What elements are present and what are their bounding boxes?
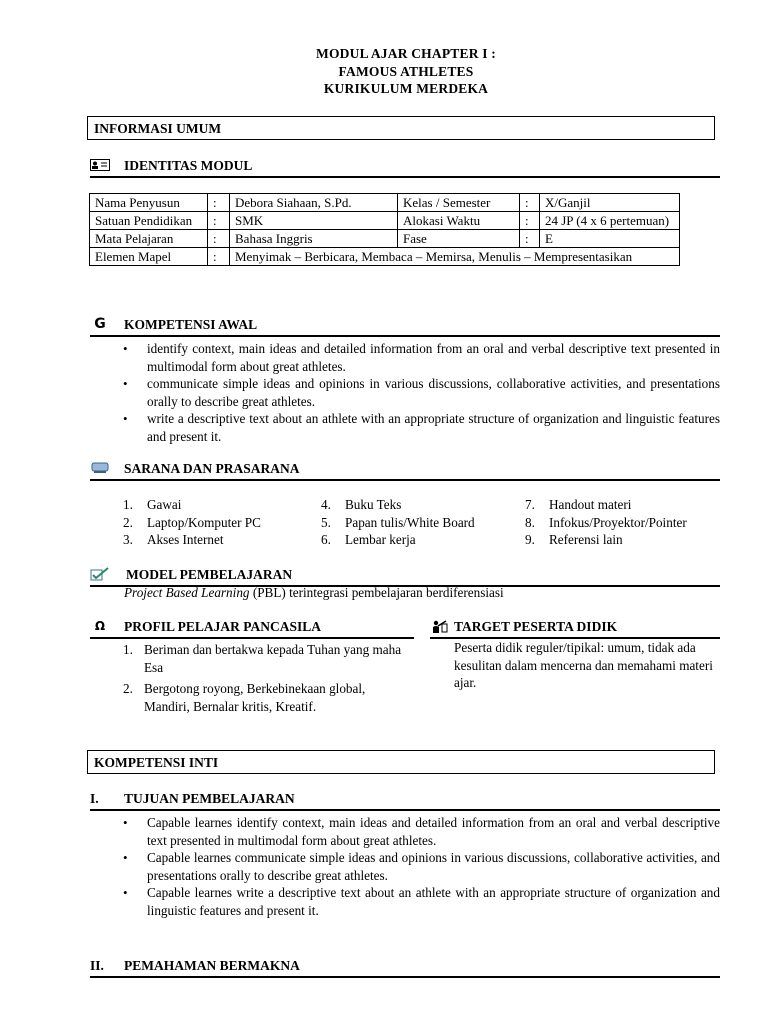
table-cell: Menyimak – Berbicara, Membaca – Memirsa, Menulis – Mempresentasikan — [230, 248, 680, 266]
tujuan-list — [123, 814, 720, 919]
list-item: • write a descriptive text about an athlete with an appropriate structure of organization and linguistic features and present it. — [123, 410, 720, 445]
table-cell: : — [520, 194, 540, 212]
pemahaman-number: II. — [90, 958, 104, 973]
table-cell: : — [520, 212, 540, 230]
table-cell: X/Ganjil — [540, 194, 680, 212]
id-card-icon — [90, 158, 110, 172]
table-cell: Alokasi Waktu — [398, 212, 520, 230]
table-row — [90, 212, 680, 230]
list-item: • communicate simple ideas and opinions in various discussions, collaborative activities, and presentations orally to describe great athletes. — [123, 375, 720, 410]
profil-list — [123, 641, 413, 715]
list-item: 3. Akses Internet — [123, 532, 224, 547]
list-item: 4. Buku Teks — [321, 497, 402, 512]
sarana-col-2 — [321, 496, 526, 549]
target-header — [430, 618, 720, 639]
table-cell: : — [208, 248, 230, 266]
tujuan-number: I. — [90, 791, 99, 806]
list-item: 6. Lembar kerja — [321, 532, 416, 547]
list-item: 8. Infokus/Proyektor/Pointer — [525, 514, 687, 530]
list-item: 2. Bergotong royong, Berkebinekaan global, Mandiri, Bernalar kritis, Kreatif. — [123, 681, 366, 714]
table-cell: : — [208, 230, 230, 248]
sarana-col-3 — [525, 496, 725, 549]
device-icon — [90, 461, 110, 475]
informasi-umum-header: INFORMASI UMUM — [87, 116, 715, 140]
model-italic-text: Project Based Learning — [124, 585, 250, 600]
g-logo-icon: G — [94, 316, 106, 332]
omega-icon: Ω — [94, 619, 106, 633]
table-cell: Kelas / Semester — [398, 194, 520, 212]
kompetensi-awal-header — [90, 314, 720, 337]
identitas-table — [89, 193, 680, 266]
sarana-col-1 — [123, 496, 323, 549]
list-item: 7. Handout materi — [525, 497, 632, 512]
list-item: • Capable learnes write a descriptive text about an athlete with an appropriate structure of organization and linguistic features and present it. — [123, 884, 720, 919]
table-cell: Elemen Mapel — [90, 248, 208, 266]
identitas-section-header — [90, 154, 720, 178]
table-cell: Nama Penyusun — [90, 194, 208, 212]
sarana-title: SARANA DAN PRASARANA — [124, 461, 300, 476]
table-cell: : — [520, 230, 540, 248]
pemahaman-title: PEMAHAMAN BERMAKNA — [124, 958, 300, 973]
table-row — [90, 248, 680, 266]
profil-title: PROFIL PELAJAR PANCASILA — [124, 619, 322, 634]
table-cell: Fase — [398, 230, 520, 248]
sarana-header — [90, 458, 720, 481]
identitas-title: IDENTITAS MODUL — [124, 158, 253, 173]
doc-title-line3: KURIKULUM MERDEKA — [323, 81, 489, 96]
list-item: • Capable learnes identify context, main ideas and detailed information from an oral and verbal descriptive text presented in multimodal form about great athletes. — [123, 814, 720, 849]
target-title: TARGET PESERTA DIDIK — [454, 619, 618, 634]
table-cell: Bahasa Inggris — [230, 230, 398, 248]
list-item: 1. Gawai — [123, 497, 182, 512]
tujuan-header — [90, 790, 720, 811]
model-description — [124, 584, 724, 602]
table-cell: E — [540, 230, 680, 248]
table-cell: Mata Pelajaran — [90, 230, 208, 248]
list-item: 2. Laptop/Komputer PC — [123, 514, 261, 530]
kompetensi-awal-title: KOMPETENSI AWAL — [124, 317, 258, 332]
table-row — [90, 194, 680, 212]
list-item: • Capable learnes communicate simple ideas and opinions in various discussions, collaborative activities, and presentations orally to describe great athletes. — [123, 849, 720, 884]
table-cell: 24 JP (4 x 6 pertemuan) — [540, 212, 680, 230]
table-cell: Debora Siahaan, S.Pd. — [230, 194, 398, 212]
checkbox-pen-icon — [90, 567, 110, 581]
doc-title-line2: FAMOUS ATHLETES — [338, 64, 474, 79]
model-title: MODEL PEMBELAJARAN — [126, 567, 293, 582]
table-cell: Satuan Pendidikan — [90, 212, 208, 230]
table-row — [90, 230, 680, 248]
list-item: 1. Beriman dan bertakwa kepada Tuhan yang maha Esa — [123, 642, 402, 675]
profil-header — [90, 618, 414, 639]
list-item: • identify context, main ideas and detailed information from an oral and verbal descriptive text presented in multimodal form about great athletes. — [123, 340, 720, 375]
tujuan-title: TUJUAN PEMBELAJARAN — [124, 791, 295, 806]
kompetensi-inti-header: KOMPETENSI INTI — [87, 750, 715, 774]
model-rest-text: (PBL) terintegrasi pembelajaran berdiferensiasi — [249, 585, 504, 600]
doc-title-line1: MODUL AJAR CHAPTER I : — [316, 46, 496, 61]
table-cell: : — [208, 212, 230, 230]
pemahaman-header — [90, 957, 720, 978]
list-item: 9. Referensi lain — [525, 532, 623, 547]
table-cell: : — [208, 194, 230, 212]
kompetensi-awal-list — [123, 340, 720, 445]
table-cell: SMK — [230, 212, 398, 230]
target-description: Peserta didik reguler/tipikal: umum, tidak ada kesulitan dalam mencerna dan memahami materi ajar. — [454, 640, 713, 690]
list-item: 5. Papan tulis/White Board — [321, 514, 475, 530]
teacher-icon — [430, 619, 450, 633]
